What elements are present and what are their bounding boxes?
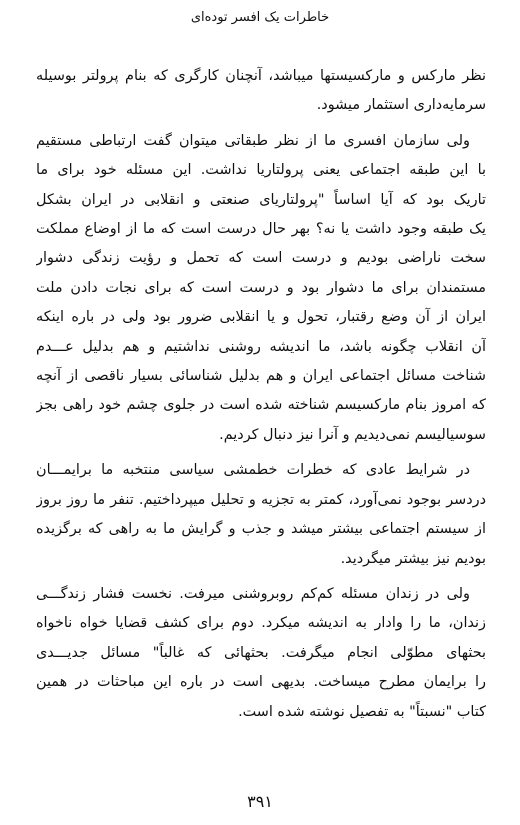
text-line: شناخت مسائل اجتماعی ایران و هم بدلیل شناسائی بسیار ناقصی از آنچه [36, 368, 486, 385]
text-line: را برایمان مطرح میساخت. بدیهی است در باره این مباحثات در همین [36, 674, 486, 691]
paragraph [36, 127, 486, 450]
text-line: ولی سازمان افسری ما از نظر طبقاتی میتوان گفت ارتباطی مستقیم [36, 132, 470, 149]
text-line: بودیم نیز بیشتر میگردید. [340, 550, 486, 567]
text-line: کتاب "نسبتاً" به تفصیل نوشته شده است. [238, 703, 486, 720]
paragraph [36, 580, 486, 727]
text-line: آن انقلاب چگونه باشد، ما اندیشه روشنی نداشتیم و هم بدلیل عـــدم [36, 338, 486, 355]
text-line: نظر مارکس و مارکسیستها میباشد، آنچنان کارگری که بنام پرولتر بوسیله [36, 68, 486, 84]
text-line: یک طبقه وجود داشت یا نه؟ بهر حال درست است که ما از اوضاع مملکت [36, 221, 486, 238]
text-line: مستمندان برای ما دشوار بود و درست است که برای نجات دادن ملت [36, 279, 486, 296]
body-text [36, 62, 486, 733]
paragraph [36, 62, 486, 121]
text-line: از سیستم اجتماعی بیشتر میشد و جذب و گرایش ما به راهی که برگزیده [36, 521, 486, 538]
page-number: ۳۹۱ [247, 792, 273, 811]
text-line: تاریک بود که آیا اساساً "پرولتاریای صنعتی و انقلابی در ایران بشکل [36, 191, 486, 208]
text-line: دردسر بوجود نمی‌آورد، کمتر به تجزیه و تحلیل میپرداختیم. تنفر ما روز بروز [36, 491, 486, 508]
paragraph [36, 456, 486, 574]
text-line: سوسیالیسم نمی‌دیدیم و آنرا نیز دنبال کردیم. [219, 426, 486, 443]
text-line: که امروز بنام مارکسیسم شناخته شده است در جلوی چشم خود راهی بجز [36, 397, 486, 414]
text-line: سخت ناراضی بودیم و درست است که تحمل و رؤیت زندگی دشوار [36, 250, 486, 267]
text-line: ولی در زندان مسئله کم‌کم روبروشنی میرفت. نخست فشار زندگـــی [36, 585, 470, 602]
text-line: زندان، ما را وادار به اندیشه میکرد. دوم برای کشف قضایا خواه ناخواه [36, 615, 486, 632]
text-line: بحثهای مطوّلی انجام میگرفت. بحثهائی که غالباً" مسائل جدیـــدی [36, 644, 486, 661]
running-header: خاطرات یک افسر توده‌ای [190, 10, 330, 25]
text-line: با این طبقه اجتماعی یعنی پرولتاریا نداشت. این مسئله خود برای ما [36, 162, 486, 179]
text-line: در شرایط عادی که خطرات خطمشی سیاسی منتخبه ما برایمـــان [36, 462, 470, 479]
text-line: ایران از آن وضع رقتبار، تحول و یا انقلابی ضرور بود ولی در باره اینکه [36, 309, 486, 326]
text-line: سرمایه‌داری استثمار میشود. [316, 97, 486, 114]
